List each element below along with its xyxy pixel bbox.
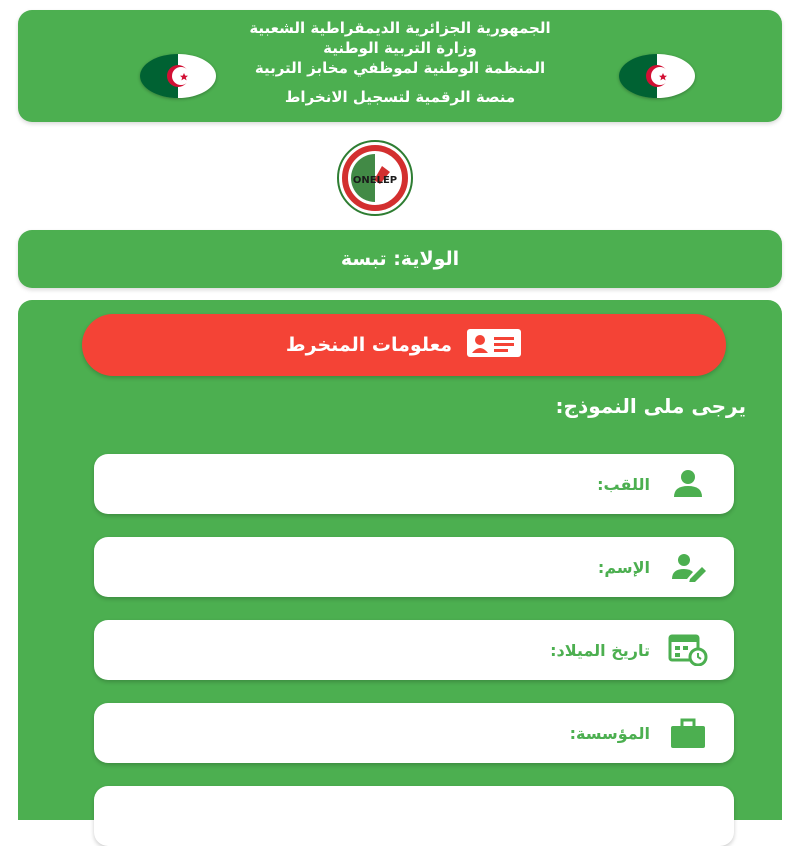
id-card-icon [466, 328, 522, 363]
birth-date-label: تاريخ الميلاد: [550, 640, 650, 660]
next-field[interactable] [94, 786, 734, 846]
wilaya-label: الولاية: تبسة [340, 248, 460, 270]
calendar-clock-icon [668, 630, 708, 670]
user-icon [668, 464, 708, 504]
birth-date-field[interactable] [94, 620, 734, 680]
institution-label: المؤسسة: [569, 723, 650, 743]
republic-title: الجمهورية الجزائرية الديمقراطية الشعبية [249, 19, 551, 37]
onelep-logo [330, 138, 420, 218]
header-text [188, 18, 612, 106]
form-instruction: يرجى ملى النموذج: [555, 394, 746, 418]
platform-subtitle: منصة الرقمية لتسجيل الانخراط [284, 88, 516, 106]
ministry-title: وزارة التربية الوطنية [323, 39, 477, 57]
first-name-label: الإسم: [597, 557, 650, 577]
logo-text: ONELEP [352, 175, 398, 186]
briefcase-icon [668, 713, 708, 753]
algeria-flag-icon [619, 54, 695, 98]
last-name-field[interactable] [94, 454, 734, 514]
form-panel [18, 300, 782, 820]
member-info-button[interactable] [82, 314, 726, 376]
last-name-label: اللقب: [597, 474, 650, 494]
user-edit-icon [668, 547, 708, 587]
member-info-label: معلومات المنخرط [285, 334, 453, 356]
header-banner [18, 10, 782, 122]
first-name-field[interactable] [94, 537, 734, 597]
institution-field[interactable] [94, 703, 734, 763]
organization-title: المنظمة الوطنية لموظفي مخابز التربية [254, 59, 546, 77]
wilaya-banner [18, 230, 782, 288]
